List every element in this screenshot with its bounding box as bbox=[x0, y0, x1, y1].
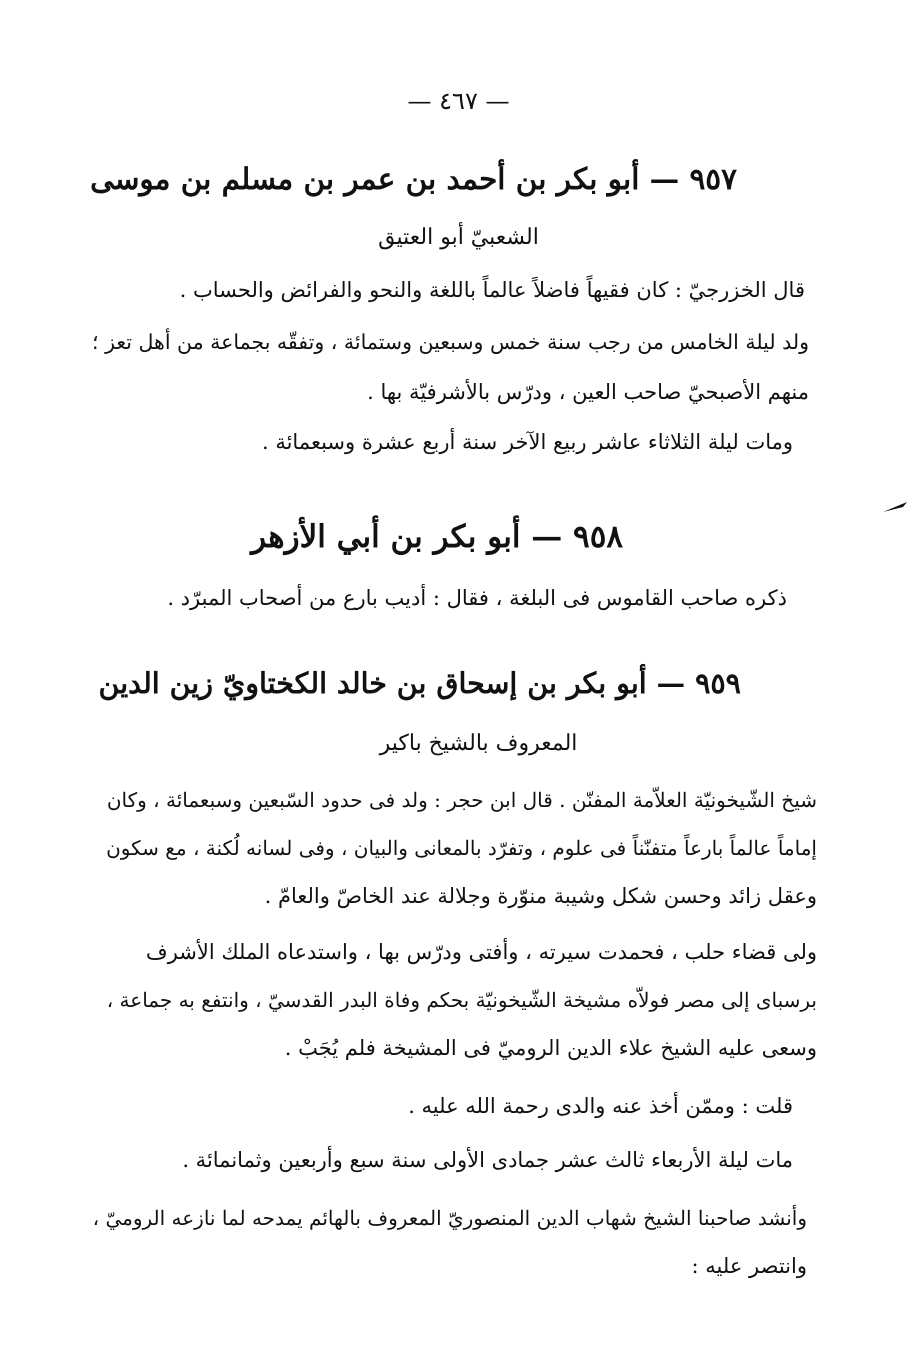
entry-title-957: ٩٥٧ — أبو بكر بن أحمد بن عمر بن مسلم بن موسى bbox=[90, 161, 737, 196]
entry-title-959: ٩٥٩ — أبو بكر بن إسحاق بن خالد الكختاويّ زين الدين bbox=[98, 666, 741, 700]
entry-subtitle-957: الشعبيّ أبو العتيق bbox=[378, 225, 539, 250]
paragraph bbox=[98, 1082, 793, 1130]
paragraph bbox=[98, 1136, 793, 1184]
text-line: شيخ الشّيخونيّة العلاّمة المفنّن . قال ابن حجر : ولد فى حدود السّبعين وسبعمائة ، وكان bbox=[106, 788, 817, 812]
paragraph bbox=[98, 776, 817, 920]
text-line: ومات ليلة الثلاثاء عاشر ربيع الآخر سنة أربع عشرة وسبعمائة . bbox=[261, 430, 793, 454]
paragraph bbox=[90, 318, 809, 416]
text-line: قلت : وممّن أخذ عنه والدى رحمة الله عليه . bbox=[408, 1094, 793, 1118]
paragraph bbox=[94, 1194, 807, 1290]
text-line: برسباى إلى مصر فولاّه مشيخة الشّيخونيّة بحكم وفاة البدر القدسيّ ، وانتفع به جماعة ، bbox=[106, 988, 817, 1012]
text-line: ولى قضاء حلب ، فحمدت سيرته ، وأفتى ودرّس بها ، واستدعاه الملك الأشرف bbox=[145, 940, 817, 964]
text-line: وسعى عليه الشيخ علاء الدين الروميّ فى المشيخة فلم يُجَبْ . bbox=[284, 1036, 817, 1060]
paragraph bbox=[98, 418, 793, 466]
text-line: وأنشد صاحبنا الشيخ شهاب الدين المنصوريّ المعروف بالهائم يمدحه لما نازعه الروميّ ، bbox=[92, 1206, 807, 1230]
text-line: إماماً عالماً بارعاً متفنّناً فى علوم ، وتفرّد بالمعانى والبيان ، وفى لسانه لُكنة ، مع سكون bbox=[106, 836, 817, 860]
text-line: ذكره صاحب القاموس فى البلغة ، فقال : أديب بارع من أصحاب المبرّد . bbox=[167, 586, 787, 610]
text-line: مات ليلة الأربعاء ثالث عشر جمادى الأولى سنة سبع وأربعين وثمانمائة . bbox=[182, 1148, 793, 1172]
paragraph bbox=[98, 574, 787, 622]
entry-title-958: ٩٥٨ — أبو بكر بن أبي الأزهر bbox=[251, 519, 623, 555]
paragraph bbox=[98, 266, 805, 314]
text-line: وعقل زائد وحسن شكل وشيبة منوّرة وجلالة عند الخاصّ والعامّ . bbox=[264, 884, 817, 908]
paragraph bbox=[98, 928, 817, 1072]
entry-subtitle-959: المعروف بالشيخ باكير bbox=[379, 731, 578, 756]
text-line: ولد ليلة الخامس من رجب سنة خمس وسبعين وستمائة ، وتفقّه بجماعة من أهل تعز ؛ bbox=[92, 330, 809, 354]
text-line: منهم الأصبحيّ صاحب العين ، ودرّس بالأشرفيّة بها . bbox=[367, 380, 809, 404]
stray-mark-icon bbox=[881, 498, 911, 516]
page-number: — ٤٦٧ — bbox=[407, 87, 510, 115]
text-line: قال الخزرجيّ : كان فقيهاً فاضلاً عالماً باللغة والنحو والفرائض والحساب . bbox=[179, 278, 805, 302]
text-line: وانتصر عليه : bbox=[691, 1254, 807, 1278]
